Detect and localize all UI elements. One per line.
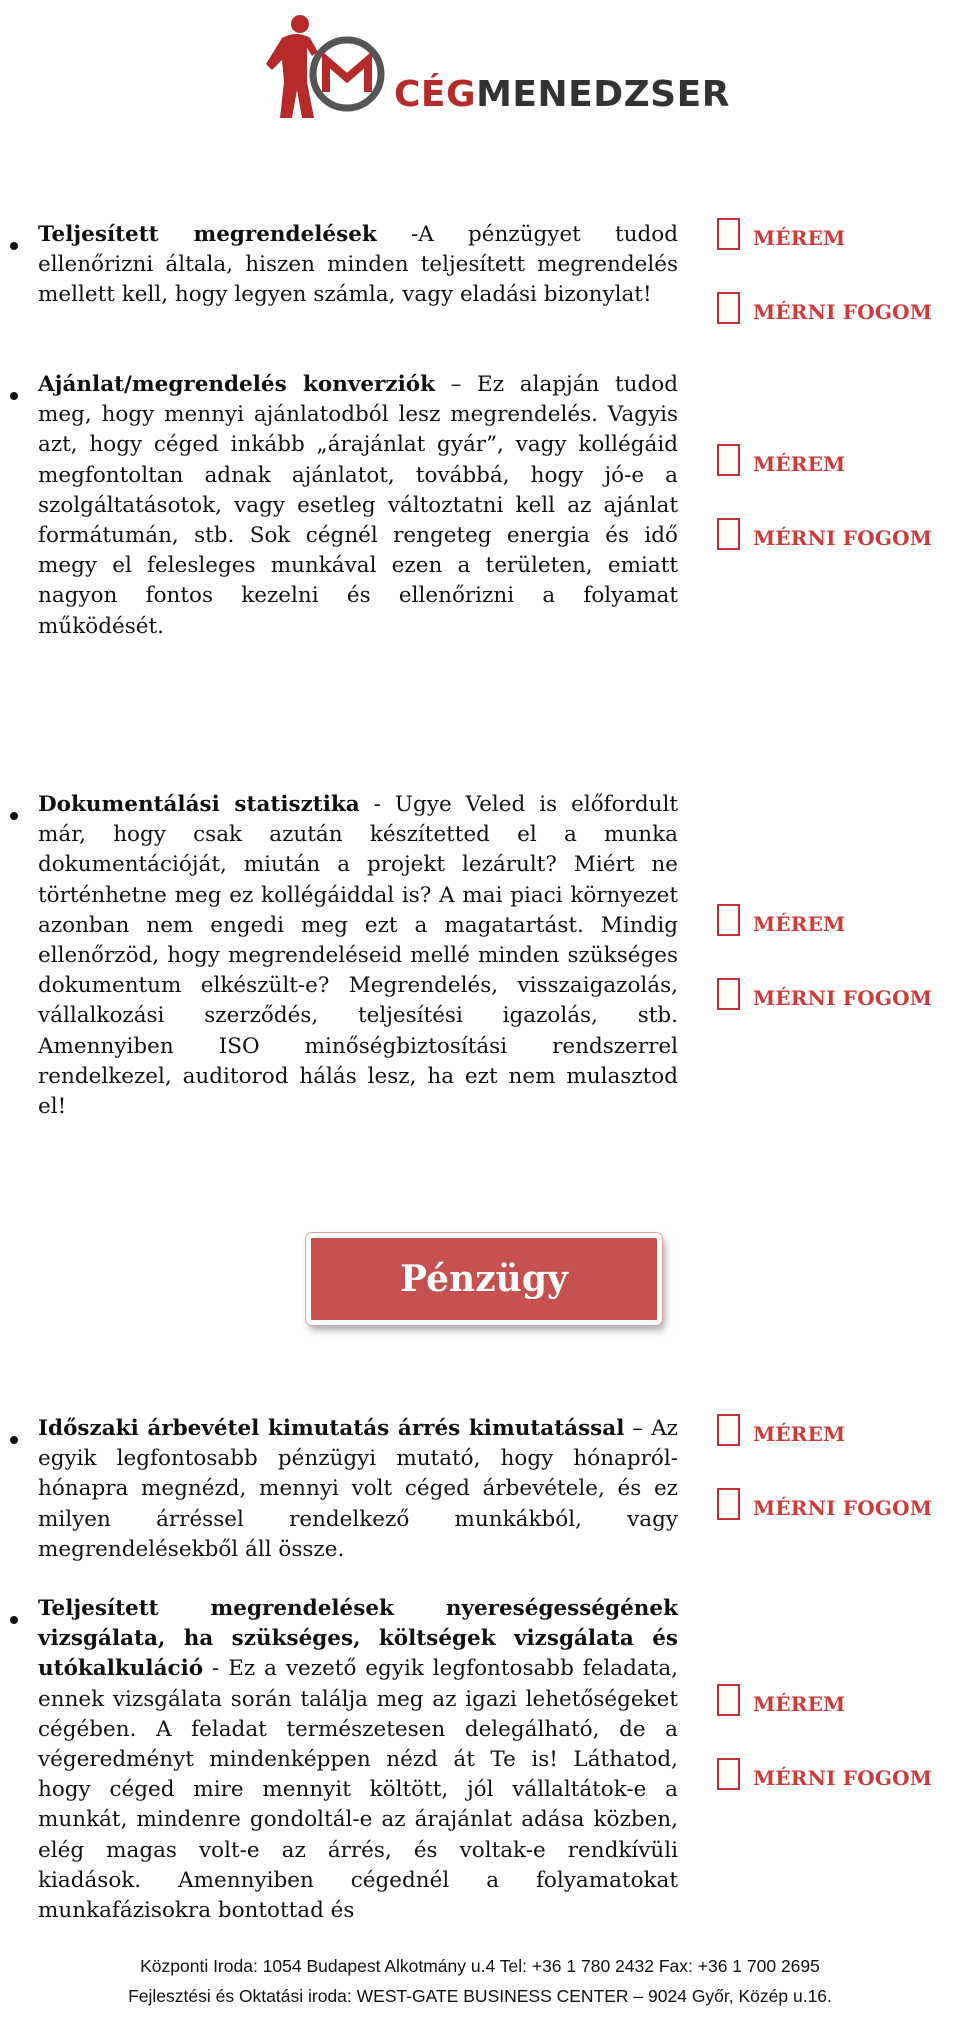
checkbox-box[interactable] xyxy=(717,218,740,250)
checkbox-box[interactable] xyxy=(717,1488,740,1520)
logo-figure-icon xyxy=(252,8,402,126)
checkbox-measure[interactable]: MÉREM xyxy=(717,1414,957,1454)
bullet-icon xyxy=(10,1616,18,1624)
item-text: Időszaki árbevétel kimutatás árrés kimutatással – Az egyik legfontosabb pénzügyi mutató, hogy hónapról-hónapra megnézd, mennyi volt céged árbevétele, és ez milyen árréssel rendelkező munkákból, vagy megrendelésekből áll össze. xyxy=(38,1416,678,1562)
item-text: Teljesített megrendelések -A pénzügyet tudod ellenőrizni általa, hiszen minden teljesített megrendelés mellett kell, hogy legyen számla, vagy eladási bizonylat! xyxy=(38,222,678,308)
checkbox-box[interactable] xyxy=(717,1414,740,1446)
company-logo xyxy=(252,8,732,126)
item-text: Ajánlat/megrendelés konverziók – Ez alapján tudod meg, hogy mennyi ajánlatodból lesz megrendelés. Vagyis azt, hogy céged inkább „árajánlat gyár”, vagy kollégáid megfontoltan adnak ajánlatot, továbbá, hogy jó-e a szolgáltatásotok, vagy esetleg változtatni kell az ajánlat formátumán, stb. Sok cégnél rengeteg energia és idő megy el felesleges munkával ezen a területen, emiatt nagyon fontos kezelni és ellenőrizni a folyamat működését. xyxy=(38,372,678,639)
checkbox-box[interactable] xyxy=(717,1758,740,1790)
checkbox-box[interactable] xyxy=(717,904,740,936)
footer-address-branch: Fejlesztési és Oktatási iroda: WEST-GATE BUSINESS CENTER – 9024 Győr, Közép u.16. xyxy=(128,1986,832,2006)
checkbox-will-measure[interactable]: MÉRNI FOGOM xyxy=(717,292,957,332)
checkbox-will-measure[interactable]: MÉRNI FOGOM xyxy=(717,1758,957,1798)
item-text: Teljesített megrendelések nyereségességének vizsgálata, ha szükséges, költségek vizsgálata és utókalkuláció - Ez a vezető egyik legfontosabb feladata, ennek vizsgálata során találja meg az igazi lehetőségeket cégében. A feladat természetesen delegálható, de a végeredményt mindenképpen nézd át Te is! Láthatod, hogy céged mire mennyit költött, jól vállaltátok-e a munkát, mindenre gondoltál-e az árajánlat adása közben, elég magas volt-e az árrés, és voltak-e rendkívüli kiadások. Amennyiben cégednél a folyamatokat munkafázisokra bontottad és xyxy=(38,1596,678,1924)
logo-wordmark: CÉGMENEDZSER xyxy=(394,74,730,115)
checkbox-measure[interactable]: MÉREM xyxy=(717,904,957,944)
checkbox-will-measure[interactable]: MÉRNI FOGOM xyxy=(717,518,957,558)
section-heading-button: Pénzügy xyxy=(306,1233,662,1325)
checkbox-box[interactable] xyxy=(717,444,740,476)
bullet-icon xyxy=(10,1436,18,1444)
bullet-icon xyxy=(10,812,18,820)
checkbox-box[interactable] xyxy=(717,518,740,550)
item-text: Dokumentálási statisztika - Ugye Veled is előfordult már, hogy csak azután készítetted el a munka dokumentációját, miután a projekt lezárult? Miért ne történhetne meg ez kollégáiddal is? A mai piaci környezet azonban nem engedi meg ezt a magatartást. Mindig ellenőrzöd, hogy megrendeléseid mellé minden szükséges dokumentum elkészült-e? Megrendelés, visszaigazolás, vállalkozási szerződés, teljesítési igazolás, stb. Amennyiben ISO minőségbiztosítási rendszerrel rendelkezel, auditorod hálás lesz, ha ezt nem mulasztod el! xyxy=(38,792,678,1120)
bullet-icon xyxy=(10,242,18,250)
checkbox-measure[interactable]: MÉREM xyxy=(717,1684,957,1724)
footer-address-main: Központi Iroda: 1054 Budapest Alkotmány u.4 Tel: +36 1 780 2432 Fax: +36 1 700 2695 xyxy=(140,1956,820,1976)
checkbox-will-measure[interactable]: MÉRNI FOGOM xyxy=(717,978,957,1018)
checkbox-box[interactable] xyxy=(717,978,740,1010)
checkbox-measure[interactable]: MÉREM xyxy=(717,218,957,258)
bullet-icon xyxy=(10,392,18,400)
checkbox-box[interactable] xyxy=(717,292,740,324)
checkbox-box[interactable] xyxy=(717,1684,740,1716)
checkbox-will-measure[interactable]: MÉRNI FOGOM xyxy=(717,1488,957,1528)
checkbox-measure[interactable]: MÉREM xyxy=(717,444,957,484)
